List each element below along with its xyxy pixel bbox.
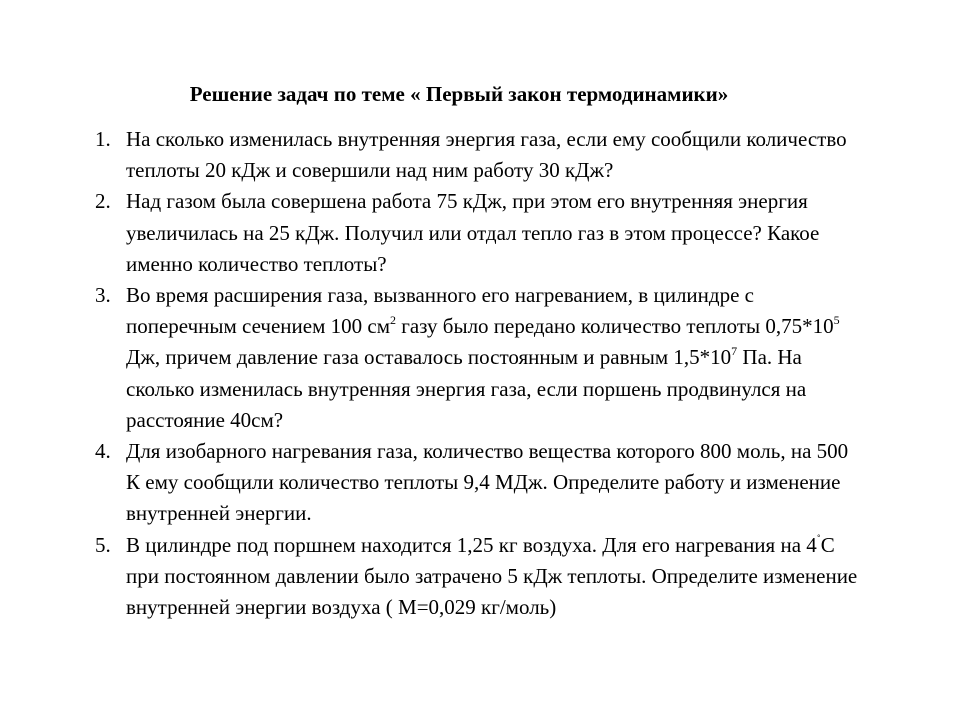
task-text: Над газом была совершена работа 75 кДж, при этом его внутренняя энергия увеличилась на 25 кДж. Получил или отдал тепло газ в этом процессе? Какое именно количество теплоты? <box>126 189 820 276</box>
degree-symbol: ˚ <box>816 531 821 546</box>
task-text-part: Па. На сколько изменилась внутренняя энергия газа, если поршень продвинулся на расстояние 40см? <box>126 345 807 432</box>
task-text <box>126 530 865 624</box>
task-text-part: С при постоянном давлении было затрачено 5 кДж теплоты. Определите изменение внутренней энергии воздуха ( М=0,029 кг/моль) <box>126 532 858 620</box>
task-number: 5. <box>95 532 111 557</box>
task-item-2 <box>95 186 865 280</box>
task-number: 4. <box>95 439 111 464</box>
task-item-3 <box>95 280 865 436</box>
task-number: 3. <box>95 283 111 308</box>
superscript: 7 <box>731 344 738 359</box>
task-text <box>126 280 865 436</box>
task-item-5 <box>95 530 865 624</box>
task-text-part: Дж, причем давление газа оставалось постоянным и равным 1,5*10 <box>126 345 732 370</box>
task-text-part: В цилиндре под поршнем находится 1,25 кг воздуха. Для его нагревания на 4 <box>126 532 817 557</box>
task-item-4 <box>95 436 865 530</box>
task-number: 1. <box>95 127 111 151</box>
task-text-part: Во время расширения газа, вызванного его нагреванием, в цилиндре с поперечным сечением 100 см <box>126 283 754 339</box>
task-text: На сколько изменилась внутренняя энергия газа, если ему сообщили количество теплоты 20 кДж и совершили над ним работу 30 кДж? <box>126 127 847 183</box>
task-text: Для изобарного нагревания газа, количество вещества которого 800 моль, на 500 К ему сообщили количество теплоты 9,4 МДж. Определите работу и изменение внутренней энергии. <box>126 439 849 526</box>
task-list <box>95 124 865 623</box>
document-title: Решение задач по теме « Первый закон термодинамики» <box>189 82 729 106</box>
task-item-1 <box>95 124 865 186</box>
superscript: 5 <box>833 313 840 328</box>
task-text-part: газу было передано количество теплоты 0,75*10 <box>396 314 834 339</box>
superscript: 2 <box>390 313 396 328</box>
task-number: 2. <box>95 189 111 214</box>
